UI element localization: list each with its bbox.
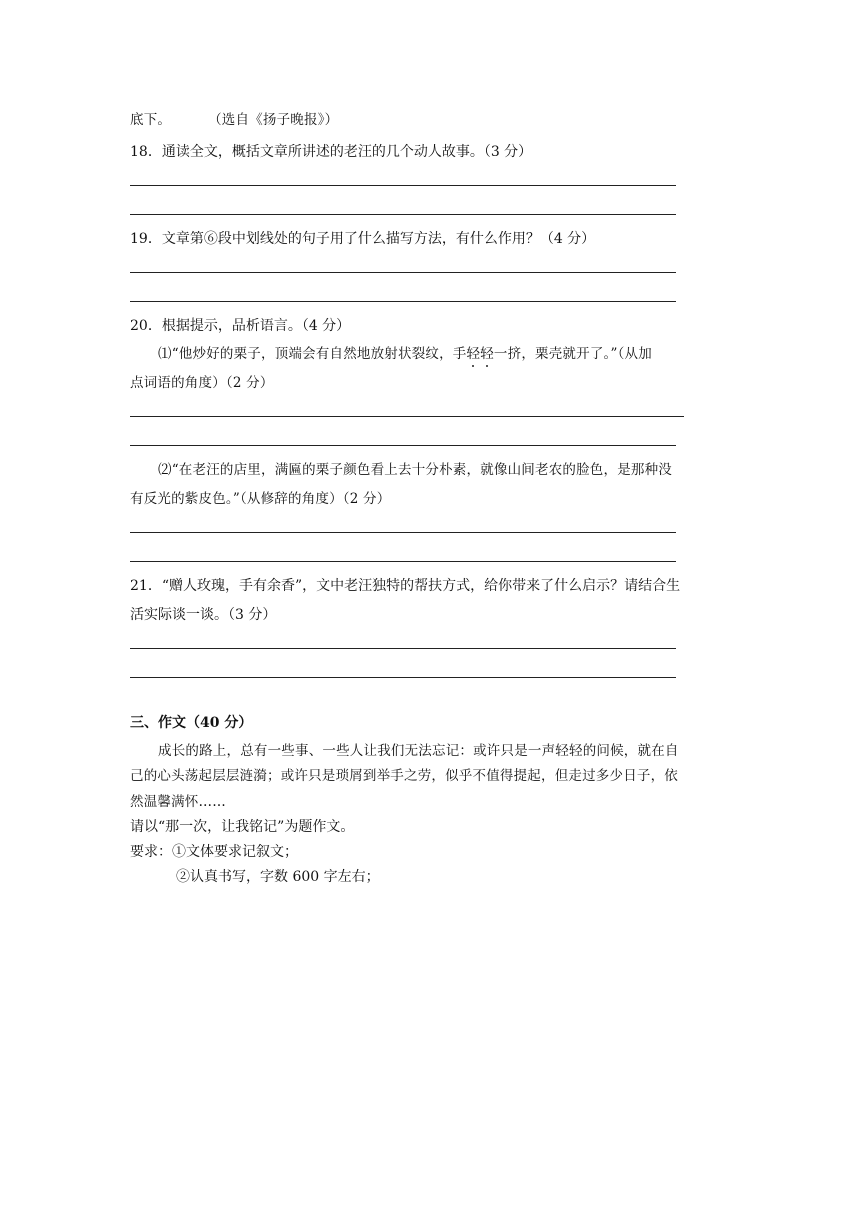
- sub1-text-b: 一挤，栗壳就开了。”（从加: [493, 346, 652, 362]
- question-18: 18．通读全文，概括文章所讲述的老汪的几个动人故事。（3 分）: [130, 144, 533, 160]
- answer-line: [130, 272, 676, 273]
- question-20-sub2: ⑵“在老汪的店里，满匾的栗子颜色看上去十分朴素，就像山间老农的脸色，是那种没: [158, 462, 673, 478]
- answer-line: [130, 648, 676, 649]
- question-20-sub1-cont: 点词语的角度）（2 分）: [130, 375, 274, 391]
- question-20-sub1: [158, 345, 652, 363]
- emphasis-dot-word: 轻: [466, 346, 481, 362]
- answer-line: [130, 445, 676, 446]
- essay-intro-line: 成长的路上，总有一些事、一些人让我们无法忘记：或许只是一声轻轻的问候，就在自: [158, 743, 679, 759]
- section-heading-text: 三、作文（40 分）: [130, 715, 253, 731]
- question-21-cont: 活实际谈一谈。（3 分）: [130, 607, 277, 623]
- essay-intro-line: 己的心头荡起层层涟漪；或许只是琐屑到举手之劳，似乎不值得提起，但走过多少日子，依: [130, 768, 678, 784]
- essay-prompt: 请以“那一次，让我铭记”为题作文。: [130, 819, 355, 835]
- essay-requirement: ②认真书写，字数 600 字左右；: [176, 869, 380, 885]
- answer-line: [130, 214, 676, 215]
- answer-line: [130, 301, 676, 302]
- source-line: [130, 111, 338, 129]
- answer-line: [130, 416, 684, 417]
- essay-intro-line: 然温馨满怀……: [130, 794, 226, 810]
- answer-line: [130, 185, 676, 186]
- section-heading: [130, 714, 252, 732]
- question-21: 21．“赠人玫瑰，手有余香”，文中老汪独特的帮扶方式，给你带来了什么启示？请结合生: [130, 578, 681, 594]
- source-citation: （选自《扬子晚报》）: [208, 112, 339, 128]
- question-20-sub2-cont: 有反光的紫皮色。”（从修辞的角度）（2 分）: [130, 491, 391, 507]
- source-line-prefix: 底下。: [130, 112, 172, 128]
- essay-requirement: 要求：①文体要求记叙文；: [130, 844, 298, 860]
- answer-line: [130, 677, 676, 678]
- question-19: 19．文章第⑥段中划线处的句子用了什么描写方法，有什么作用？（4 分）: [130, 231, 596, 247]
- answer-line: [130, 561, 676, 562]
- question-20: 20．根据提示，品析语言。（4 分）: [130, 318, 351, 334]
- emphasis-dot-word: 轻: [480, 346, 494, 362]
- answer-line: [130, 532, 676, 533]
- sub1-text-a: ⑴“他炒好的栗子，顶端会有自然地放射状裂纹，手: [158, 346, 467, 362]
